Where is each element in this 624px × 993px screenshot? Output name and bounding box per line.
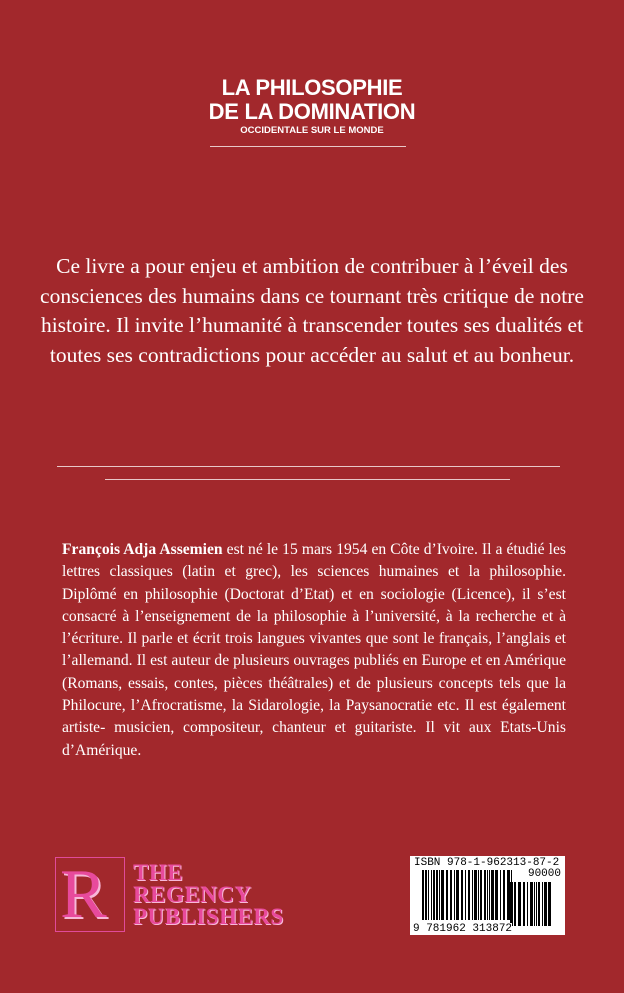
publisher-logo xyxy=(55,857,125,932)
title-line-2: DE LA DOMINATION xyxy=(208,99,416,124)
isbn-text: ISBN 978-1-962313-87-2 xyxy=(414,857,560,869)
divider-long xyxy=(57,466,560,467)
author-bio xyxy=(62,539,566,762)
title-subtitle: OCCIDENTALE SUR LE MONDE xyxy=(240,125,384,136)
title-divider xyxy=(210,146,406,147)
publisher-monogram: R xyxy=(60,856,107,933)
addon-barcode-bars xyxy=(510,882,552,926)
publisher-line-2: REGENCY xyxy=(133,882,252,907)
publisher-line-1: THE xyxy=(133,860,184,885)
author-name: François Adja Assemien xyxy=(62,541,223,558)
publisher-name xyxy=(133,862,284,928)
barcode-digits: 9 781962 313872 xyxy=(413,923,513,935)
bio-text: est né le 15 mars 1954 en Côte d’Ivoire. Il a étudié les lettres classiques (latin et grec), les sciences humaines et la philosophie. Diplômé en philosophie (Doctorat d’Etat) et en sociologie (Licence), il s’est consacré à l’enseignement de la philosophie à l’université, à la recherche et à l’écriture. Il parle et écrit trois langues vivantes que sont le français, l’anglais et l’allemand. Il est auteur de plusieurs ouvrages publiés en Europe et en Amérique (Romans, essais, contes, pièces théâtrales) et de plusieurs concepts tels que la Philocure, l’Afrocratisme, la Sidarologie, la Paysanocratie etc. Il est également artiste- musicien, compositeur, chanteur et guitariste. Il vit aux Etats-Unis d’Amérique. xyxy=(62,541,566,759)
book-title xyxy=(0,76,624,137)
price-code: 90000 xyxy=(527,868,561,880)
publisher-line-3: PUBLISHERS xyxy=(133,904,284,929)
barcode-bars xyxy=(422,870,514,920)
divider-short xyxy=(105,479,510,480)
isbn-barcode xyxy=(410,856,565,935)
title-line-1: LA PHILOSOPHIE xyxy=(221,75,403,100)
blurb-text: Ce livre a pour enjeu et ambition de contribuer à l’éveil des consciences des humains dans ce tournant très critique de notre histoire. Il invite l’humanité à transcender toutes ses dualités et toutes ses contradictions pour accéder au salut et au bonheur. xyxy=(40,254,584,367)
